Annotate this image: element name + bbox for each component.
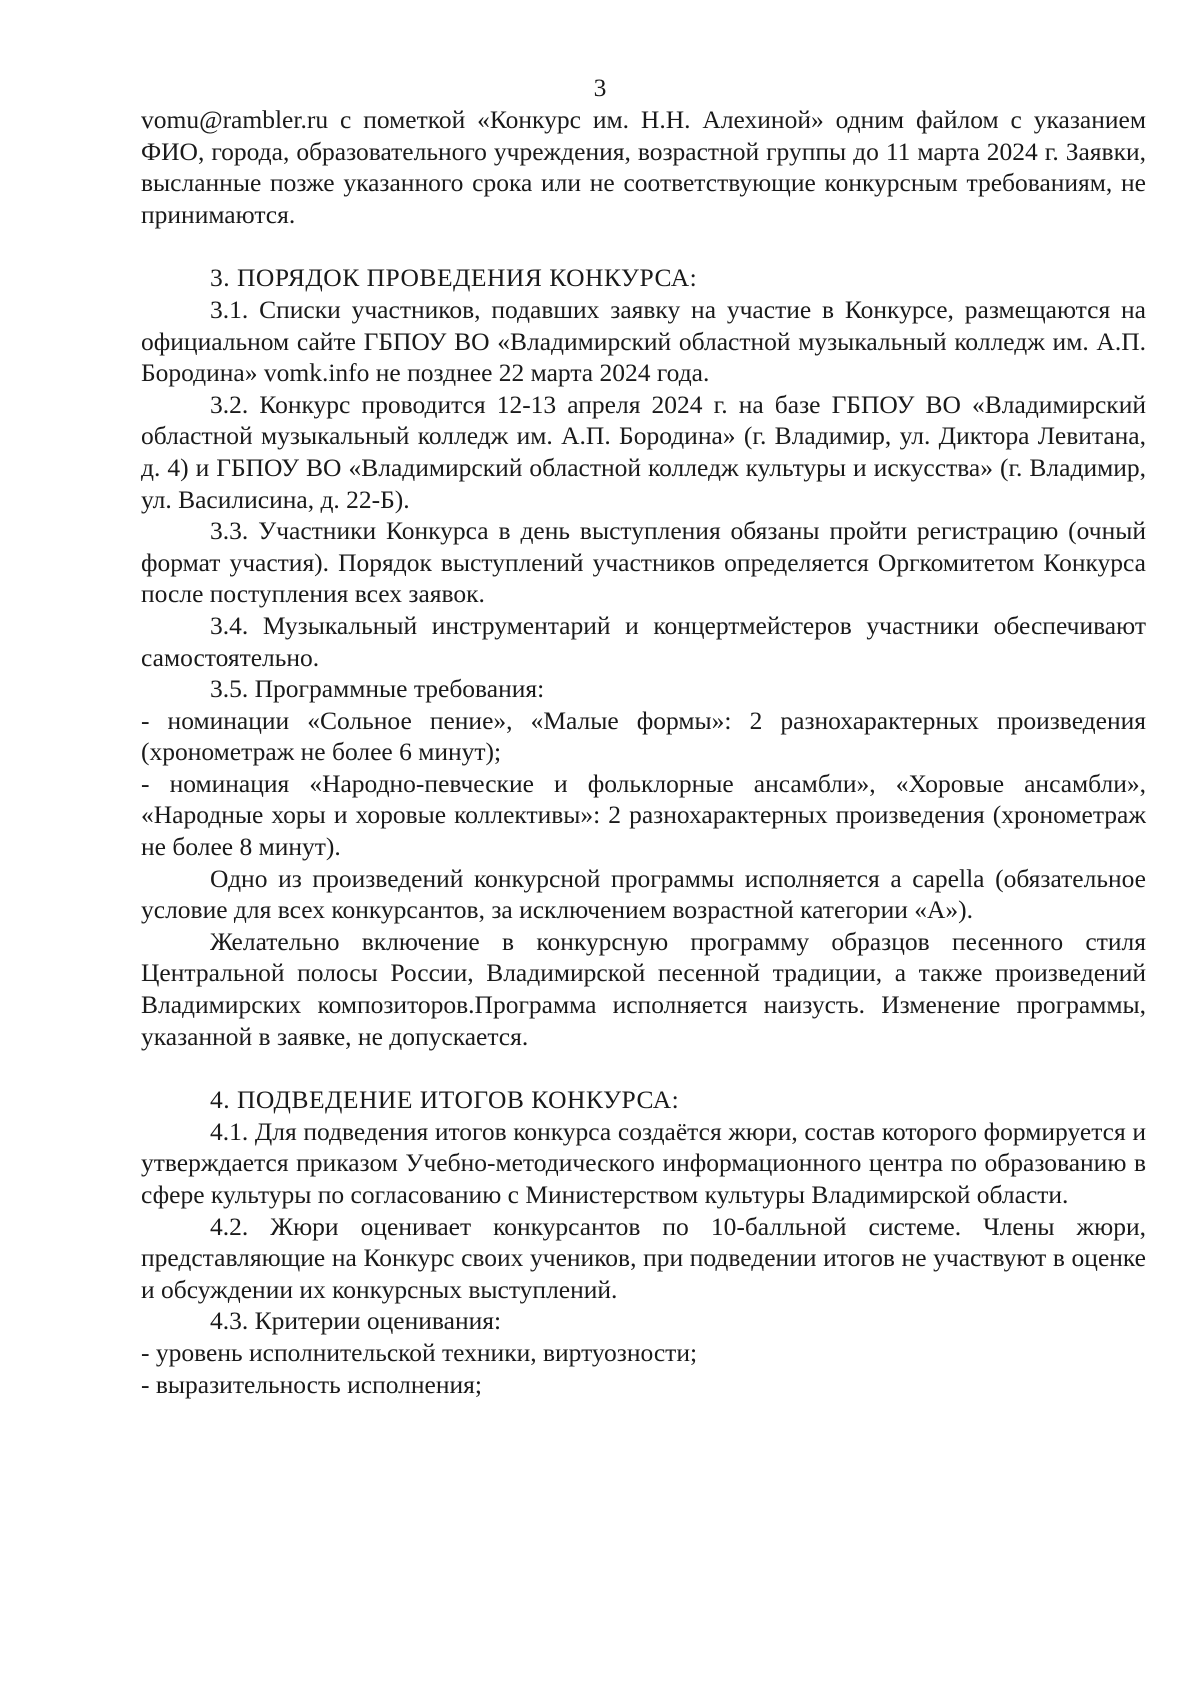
nomination-item-1: - номинации «Сольное пение», «Малые формы»: 2 разнохарактерных произведения (хронометраж не более 6 минут);: [141, 705, 1146, 767]
nomination-item-2: - номинация «Народно-певческие и фольклорные ансамбли», «Хоровые ансамбли», «Народные хоры и хоровые коллективы»: 2 разнохарактерных произведения (хронометраж не более 8 минут).: [141, 768, 1146, 862]
intro-paragraph: vomu@rambler.ru с пометкой «Конкурс им. Н.Н. Алехиной» одним файлом с указанием ФИО, города, образовательного учреждения, возрастной группы до 11 марта 2024 г. Заявки, высланные позже указанного срока или не соответствующие конкурсным требованиям, не принимаются.: [141, 105, 1146, 229]
paragraph-3-2: 3.2. Конкурс проводится 12-13 апреля 2024 г. на базе ГБПОУ ВО «Владимирский областной музыкальный колледж им. А.П. Бородина» (г. Владимир, ул. Диктора Левитана, д. 4) и ГБПОУ ВО «Владимирский областной колледж культуры и искусства» (г. Владимир, ул. Василисина, д. 22-Б).: [141, 389, 1146, 514]
section-4-heading: 4. ПОДВЕДЕНИЕ ИТОГОВ КОНКУРСА:: [210, 1085, 680, 1115]
criteria-item-1: - уровень исполнительской техники, виртуозности;: [141, 1337, 698, 1367]
paragraph-3-5: 3.5. Программные требования:: [210, 674, 545, 704]
paragraph-4-3: 4.3. Критерии оценивания:: [210, 1306, 502, 1336]
page-number: 3: [593, 73, 607, 102]
paragraph-capella: Одно из произведений конкурсной программы исполняется a capella (обязательное условие для всех конкурсантов, за исключением возрастной категории «А»).: [141, 863, 1146, 925]
paragraph-4-2: 4.2. Жюри оценивает конкурсантов по 10-балльной системе. Члены жюри, представляющие на Конкурс своих учеников, при подведении итогов не участвуют в оценке и обсуждении их конкурсных выступлений.: [141, 1211, 1146, 1304]
document-body: [141, 104, 1146, 1400]
section-3-heading: 3. ПОРЯДОК ПРОВЕДЕНИЯ КОНКУРСА:: [210, 263, 698, 293]
criteria-item-2: - выразительность исполнения;: [141, 1369, 482, 1399]
paragraph-3-4: 3.4. Музыкальный инструментарий и концертмейстеров участники обеспечивают самостоятельно.: [141, 610, 1146, 672]
paragraph-style: Желательно включение в конкурсную программу образцов песенного стиля Центральной полосы России, Владимирской песенной традиции, а также произведений Владимирских композиторов.Программа исполняется наизусть. Изменение программы, указанной в заявке, не допускается.: [141, 926, 1146, 1051]
paragraph-3-3: 3.3. Участники Конкурса в день выступления обязаны пройти регистрацию (очный формат участия). Порядок выступлений участников определяется Оргкомитетом Конкурса после поступления всех заявок.: [141, 516, 1146, 609]
paragraph-3-1: 3.1. Списки участников, подавших заявку на участие в Конкурсе, размещаются на официальном сайте ГБПОУ ВО «Владимирский областной музыкальный колледж им. А.П. Бородина» vomk.info не позднее 22 марта 2024 года.: [141, 294, 1146, 388]
paragraph-4-1: 4.1. Для подведения итогов конкурса создаётся жюри, состав которого формируется и утверждается приказом Учебно-методического информационного центра по образованию в сфере культуры по согласованию с Министерством культуры Владимирской области.: [141, 1116, 1146, 1209]
